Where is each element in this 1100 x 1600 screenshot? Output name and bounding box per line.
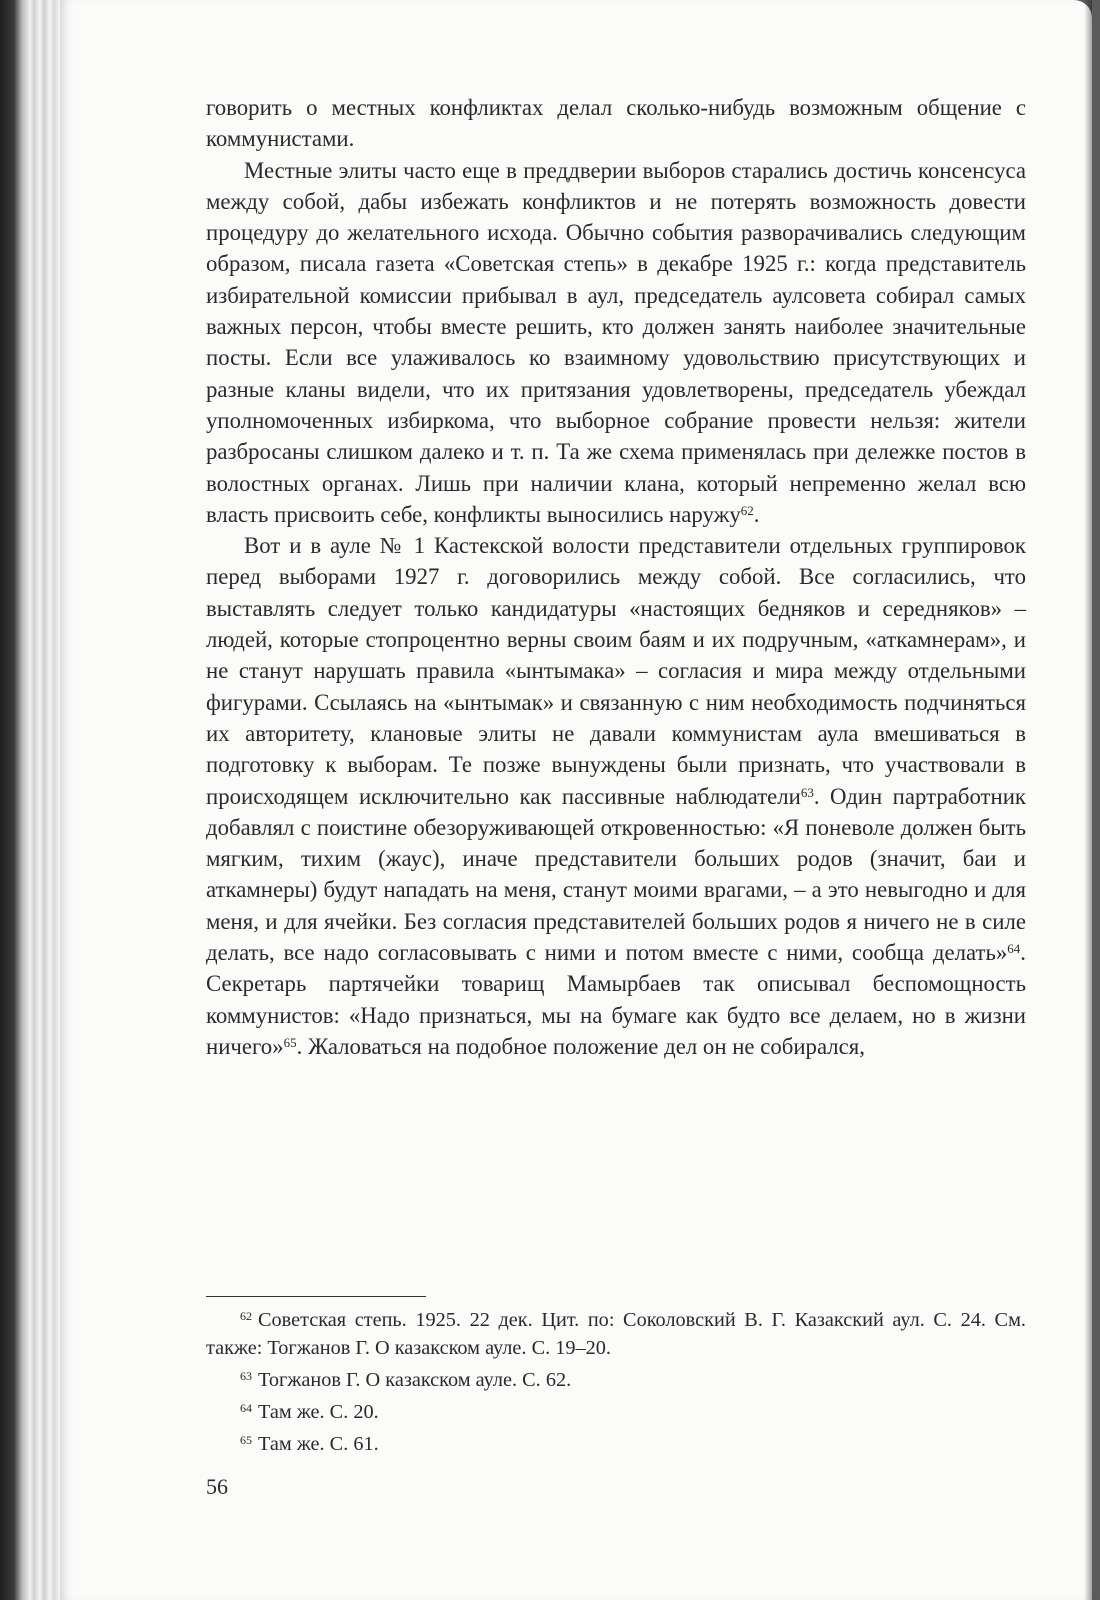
footnote-text: Тогжанов Г. О казакском ауле. С. 62. [258, 1369, 572, 1391]
footnote-separator [206, 1296, 426, 1297]
footnote-ref: 62 [740, 502, 754, 518]
paragraph [206, 92, 1026, 155]
page-right-shadow [1084, 0, 1092, 1600]
text-run: . Жаловаться на подобное положение дел он не собирался, [296, 1033, 865, 1059]
paragraph [206, 530, 1026, 1062]
text-run: Вот и в ауле № 1 Кастекской волости представители отдельных группировок перед выборами 1927 г. договорились между собой. Все согласились, что выставлять следует только кандидатуры «настоящих бедняков и середняков» – людей, которые стопроцентно верны своим баям и их подручным, «аткамнерам», и не станут нарушать правила «ынтымака» – согласия и мира между отдельными фигурами. Ссылаясь на «ынтымак» и связанную с ним необходимость подчиняться их авторитету, клановые элиты не давали коммунистам аула вмешиваться в подготовку к выборам. Те позже вынуждены были признать, что участвовали в происходящем исключительно как пассивные наблюдатели [206, 533, 1026, 809]
footnote-ref: 65 [283, 1034, 297, 1050]
paragraph [206, 155, 1026, 531]
text-run: . Один партработник добавлял с поистине обезоруживающей откровенностью: «Я поневоле должен быть мягким, тихим (жаус), иначе представители больших родов (значит, баи и аткамнеры) будут нападать на меня, станут моими врагами, – а это невыгодно и для меня, и для ячейки. Без согласия представителей больших родов я ничего не в силе делать, все надо согласовывать с ними и потом вместе с ними, сообща делать» [206, 783, 1026, 966]
text-run: . [753, 501, 760, 527]
footnote-text: Советская степь. 1925. 22 дек. Цит. по: Соколовский В. Г. Казакский аул. С. 24. См. также: Тогжанов Г. О казакском ауле. С. 19–20. [206, 1309, 1026, 1359]
footnotes [206, 1306, 1026, 1462]
footnote-number: 62 [240, 1309, 252, 1323]
footnote-number: 64 [240, 1401, 252, 1415]
footnote [206, 1430, 1026, 1458]
footnote [206, 1306, 1026, 1362]
text-run: Местные элиты часто еще в преддверии выборов старались достичь консенсуса между собой, дабы избежать конфликтов и не потерять возможность довести процедуру до желательного исхода. Обычно события разворачивались следующим образом, писала газета «Советская степь» в декабре 1925 г.: когда представитель избирательной комиссии прибывал в аул, председатель аулсовета собирал самых важных персон, чтобы вместе решить, кто должен занять наиболее значительные посты. Если все улаживалось ко взаимному удовольствию присутствующих и разные кланы видели, что их притязания удовлетворены, председатель убеждал уполномоченных избиркома, что выборное собрание провести нельзя: жители разбросаны слишком далеко и т. п. Та же схема применялась при дележке постов в волостных органах. Лишь при наличии клана, который непременно желал всю власть присвоить себе, конфликты выносились наружу [206, 157, 1026, 527]
footnote-number: 63 [240, 1369, 252, 1383]
text-run: . Секретарь партячейки товарищ Мамырбаев так описывал беспомощность коммунистов: «Надо признаться, мы на бумаге как будто все делаем, но в жизни ничего» [206, 940, 1026, 1059]
body-text [206, 92, 1026, 1062]
footnote-text: Там же. С. 61. [258, 1433, 379, 1455]
page-number: 56 [206, 1474, 228, 1499]
footnote-text: Там же. С. 20. [258, 1401, 379, 1423]
footnote-ref: 63 [800, 784, 814, 800]
text-run: говорить о местных конфликтах делал сколько-нибудь возможным общение с коммунистами. [206, 95, 1026, 152]
footnote-ref: 64 [1007, 941, 1021, 957]
footnote [206, 1398, 1026, 1426]
footnote-number: 65 [240, 1433, 252, 1447]
footnote [206, 1366, 1026, 1394]
